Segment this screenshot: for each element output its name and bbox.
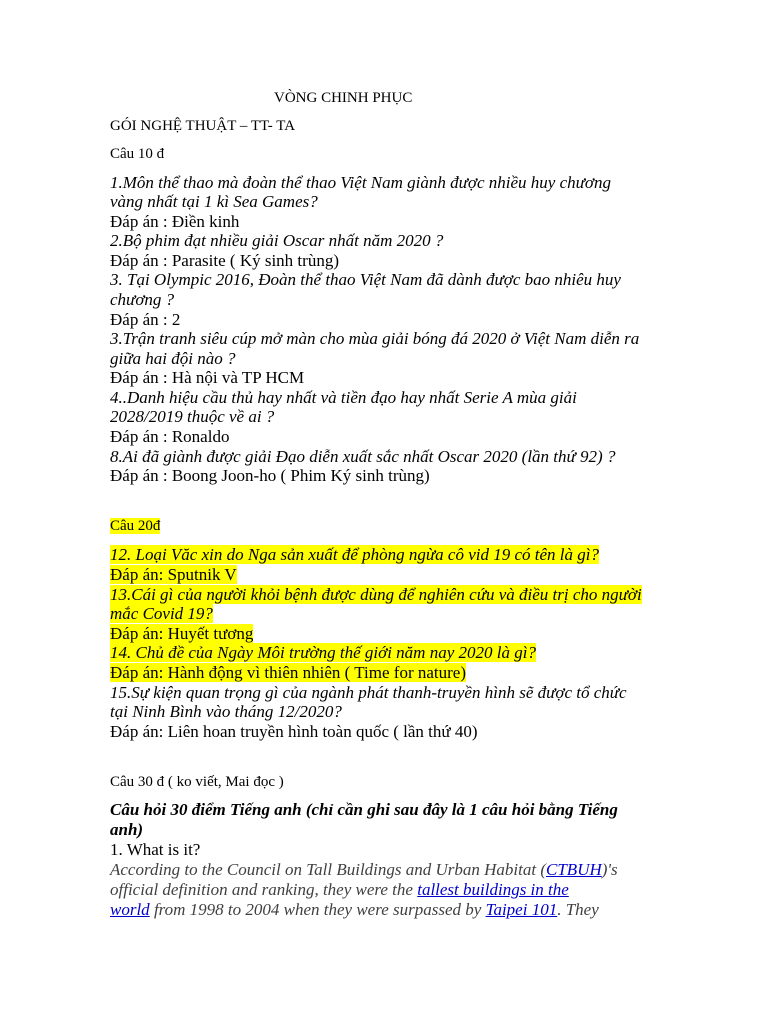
answer-line: Đáp án: Sputnik V bbox=[110, 565, 237, 584]
answer-line: Đáp án : Boong Joon-ho ( Phim Ký sinh trùng) bbox=[110, 466, 430, 485]
question-line: 3.Trận tranh siêu cúp mở màn cho mùa giải bóng đá 2020 ở Việt Nam diễn ra bbox=[110, 329, 640, 348]
answer-line: Đáp án : Hà nội và TP HCM bbox=[110, 368, 305, 387]
question-line: 2028/2019 thuộc về ai ? bbox=[110, 407, 275, 426]
english-paragraph-line: world from 1998 to 2004 when they were surpassed by Taipei 101. They bbox=[110, 900, 599, 919]
question-line: vàng nhất tại 1 kì Sea Games? bbox=[110, 192, 318, 211]
english-paragraph-line: According to the Council on Tall Buildings and Urban Habitat (CTBUH)'s bbox=[110, 860, 618, 879]
english-heading: Câu hỏi 30 điểm Tiếng anh (chỉ cần ghi sau đây là 1 câu hỏi bằng Tiếng bbox=[110, 800, 618, 819]
question-line: 4..Danh hiệu cầu thủ hay nhất và tiền đạo hay nhất Serie A mùa giải bbox=[110, 388, 577, 407]
section-heading-30: Câu 30 đ ( ko viết, Mai đọc ) bbox=[110, 774, 284, 790]
question-line: 1.Môn thể thao mà đoàn thể thao Việt Nam giành được nhiều huy chương bbox=[110, 173, 611, 192]
answer-line: Đáp án : Điền kinh bbox=[110, 212, 240, 231]
question-line: 12. Loại Văc xin do Nga sản xuất để phòng ngừa cô vid 19 có tên là gì? bbox=[110, 545, 599, 564]
question-line: 2.Bộ phim đạt nhiều giải Oscar nhất năm 2020 ? bbox=[110, 231, 444, 250]
question-line: giữa hai đội nào ? bbox=[110, 349, 236, 368]
answer-line: Đáp án: Hành động vì thiên nhiên ( Time for nature) bbox=[110, 663, 466, 682]
tallest-buildings-link[interactable]: tallest buildings in the bbox=[417, 880, 569, 899]
answer-line: Đáp án : Ronaldo bbox=[110, 427, 230, 446]
question-line: 13.Cái gì của người khỏi bệnh được dùng để nghiên cứu và điều trị cho người bbox=[110, 585, 642, 604]
question-line: 8.Ai đã giành được giải Đạo diễn xuất sắc nhất Oscar 2020 (lần thứ 92) ? bbox=[110, 447, 616, 466]
question-line: 15.Sự kiện quan trọng gì của ngành phát thanh-truyền hình sẽ được tổ chức bbox=[110, 683, 627, 702]
question-line: mắc Covid 19? bbox=[110, 604, 213, 623]
taipei-101-link[interactable]: Taipei 101 bbox=[485, 900, 558, 919]
page-title: VÒNG CHINH PHỤC bbox=[274, 90, 413, 106]
english-heading: anh) bbox=[110, 820, 144, 839]
package-title: GÓI NGHỆ THUẬT – TT- TA bbox=[110, 118, 296, 134]
english-paragraph-line: official definition and ranking, they were the tallest buildings in the bbox=[110, 880, 569, 899]
question-line: 3. Tại Olympic 2016, Đoàn thể thao Việt Nam đã dành được bao nhiêu huy bbox=[110, 270, 621, 289]
answer-line: Đáp án : Parasite ( Ký sinh trùng) bbox=[110, 251, 339, 270]
tallest-buildings-link[interactable]: world bbox=[110, 900, 150, 919]
question-line: 14. Chủ đề của Ngày Môi trường thế giới năm nay 2020 là gì? bbox=[110, 643, 536, 662]
ctbuh-link[interactable]: CTBUH bbox=[546, 860, 602, 879]
section-heading-20: Câu 20đ bbox=[110, 518, 161, 534]
answer-line: Đáp án: Liên hoan truyền hình toàn quốc ( lần thứ 40) bbox=[110, 722, 478, 741]
question-line: tại Ninh Bình vào tháng 12/2020? bbox=[110, 702, 342, 721]
question-line: chương ? bbox=[110, 290, 175, 309]
section-heading-10: Câu 10 đ bbox=[110, 146, 165, 162]
answer-line: Đáp án : 2 bbox=[110, 310, 181, 329]
english-question: 1. What is it? bbox=[110, 840, 201, 859]
answer-line: Đáp án: Huyết tương bbox=[110, 624, 254, 643]
